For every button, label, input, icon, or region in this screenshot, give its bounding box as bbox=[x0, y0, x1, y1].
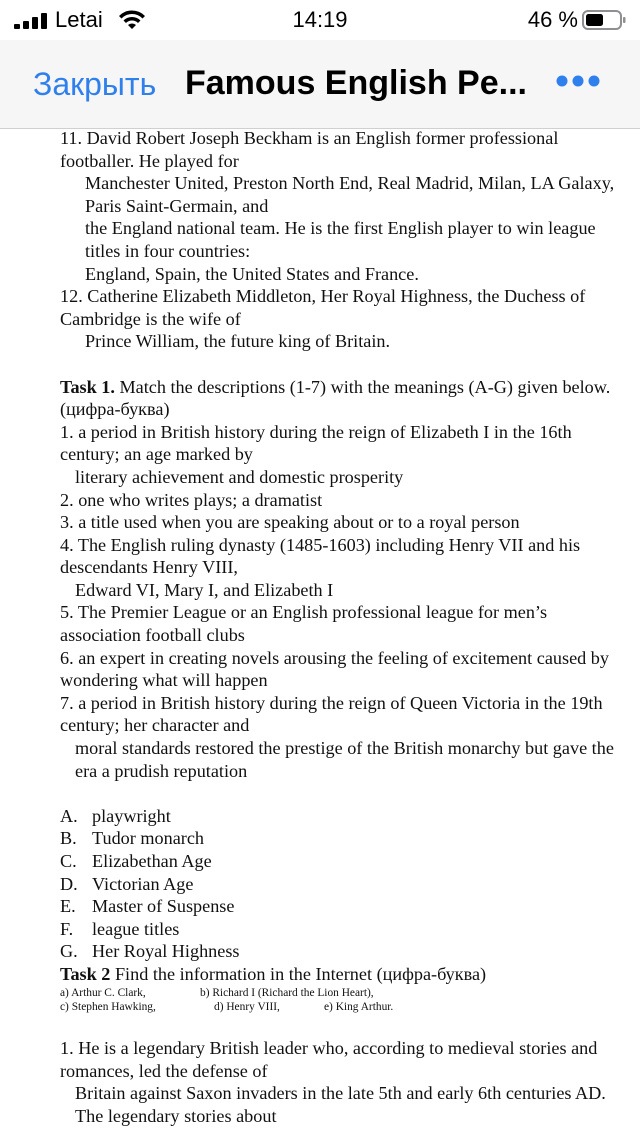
clock: 14:19 bbox=[292, 7, 348, 32]
option-f: F. league titles bbox=[60, 918, 180, 939]
description-4-cont: Edward VI, Mary I, and Elizabeth I bbox=[75, 579, 334, 600]
battery-icon bbox=[582, 10, 626, 30]
item-11-line-4: England, Spain, the United States and France. bbox=[85, 263, 419, 284]
description-1-cont: literary achievement and domestic prosperity bbox=[75, 466, 404, 487]
task-2-question-1: 1. He is a legendary British leader who, according to medieval stories and romances, led the defense of bbox=[60, 1038, 598, 1081]
document-content bbox=[60, 127, 620, 1128]
option-d: D. Victorian Age bbox=[60, 873, 194, 894]
description-6: 6. an expert in creating novels arousing the feeling of excitement caused by wondering what will happen bbox=[60, 647, 609, 691]
description-7: 7. a period in British history during the reign of Queen Victoria in the 19th century; her character and bbox=[60, 692, 603, 736]
item-11-line-2: Manchester United, Preston North End, Real Madrid, Milan, LA Galaxy, Paris Saint-Germain, and bbox=[85, 173, 615, 216]
task-2-instruction: Find the information in the Internet (цифра-буква) bbox=[110, 963, 487, 984]
status-bar bbox=[0, 0, 640, 40]
option-c: C. Elizabethan Age bbox=[60, 851, 212, 871]
navigation-bar bbox=[0, 40, 640, 129]
task-1-intro bbox=[60, 376, 620, 421]
description-1: 1. a period in British history during the reign of Elizabeth I in the 16th century; an age marked by bbox=[60, 421, 572, 465]
option-e: E. Master of Suspense bbox=[60, 896, 235, 917]
battery-percent: 46 % bbox=[527, 7, 578, 32]
task-2-intro bbox=[60, 963, 620, 986]
item-12-line-1: 12. Catherine Elizabeth Middleton, Her Royal Highness, the Duchess of Cambridge is the wife of bbox=[60, 286, 586, 329]
task-2-option-b: b) Richard I (Richard the Lion Heart), bbox=[200, 986, 374, 999]
close-button[interactable]: Закрыть bbox=[33, 66, 157, 102]
task-2-heading: Task 2 bbox=[60, 963, 111, 984]
task-1-heading: Task 1. bbox=[60, 376, 115, 397]
carrier-name: Letai bbox=[55, 7, 103, 32]
more-options-icon[interactable] bbox=[556, 74, 600, 88]
item-11-line-3: the England national team. He is the first English player to win league titles in four countries: bbox=[85, 218, 596, 261]
options-list bbox=[60, 805, 620, 963]
description-3: 3. a title used when you are speaking about or to a royal person bbox=[60, 512, 520, 533]
item-12-line-2: Prince William, the future king of Britain. bbox=[85, 331, 391, 352]
description-2: 2. one who writes plays; a dramatist bbox=[60, 489, 323, 510]
task-2-option-c: c) Stephen Hawking, bbox=[60, 1001, 156, 1014]
description-7-cont: moral standards restored the prestige of the British monarchy but gave the era a prudish reputation bbox=[75, 738, 614, 781]
description-5: 5. The Premier League or an English professional league for men’s association football clubs bbox=[60, 602, 548, 646]
document-title: Famous English Pe... bbox=[185, 64, 527, 102]
option-g: G. Her Royal Highness bbox=[60, 941, 240, 962]
task-2-question-1-cont: Britain against Saxon invaders in the late 5th and early 6th centuries AD. The legendary stories about bbox=[75, 1083, 606, 1126]
description-4: 4. The English ruling dynasty (1485-1603) including Henry VII and his descendants Henry VIII, bbox=[60, 534, 581, 578]
task-2-option-e: e) King Arthur. bbox=[324, 1001, 394, 1014]
option-a: A. playwright bbox=[60, 805, 171, 826]
task-2-option-a: a) Arthur C. Clark, bbox=[60, 986, 146, 999]
item-11-line-1: 11. David Robert Joseph Beckham is an English former professional footballer. He played for bbox=[60, 128, 559, 171]
task-2-option-d: d) Henry VIII, bbox=[214, 1001, 280, 1014]
option-b: B. Tudor monarch bbox=[60, 828, 204, 849]
task-1-instruction: Match the descriptions (1-7) with the meanings (A-G) given below. (цифра-буква) bbox=[60, 376, 611, 420]
task-2-options bbox=[60, 986, 620, 1015]
